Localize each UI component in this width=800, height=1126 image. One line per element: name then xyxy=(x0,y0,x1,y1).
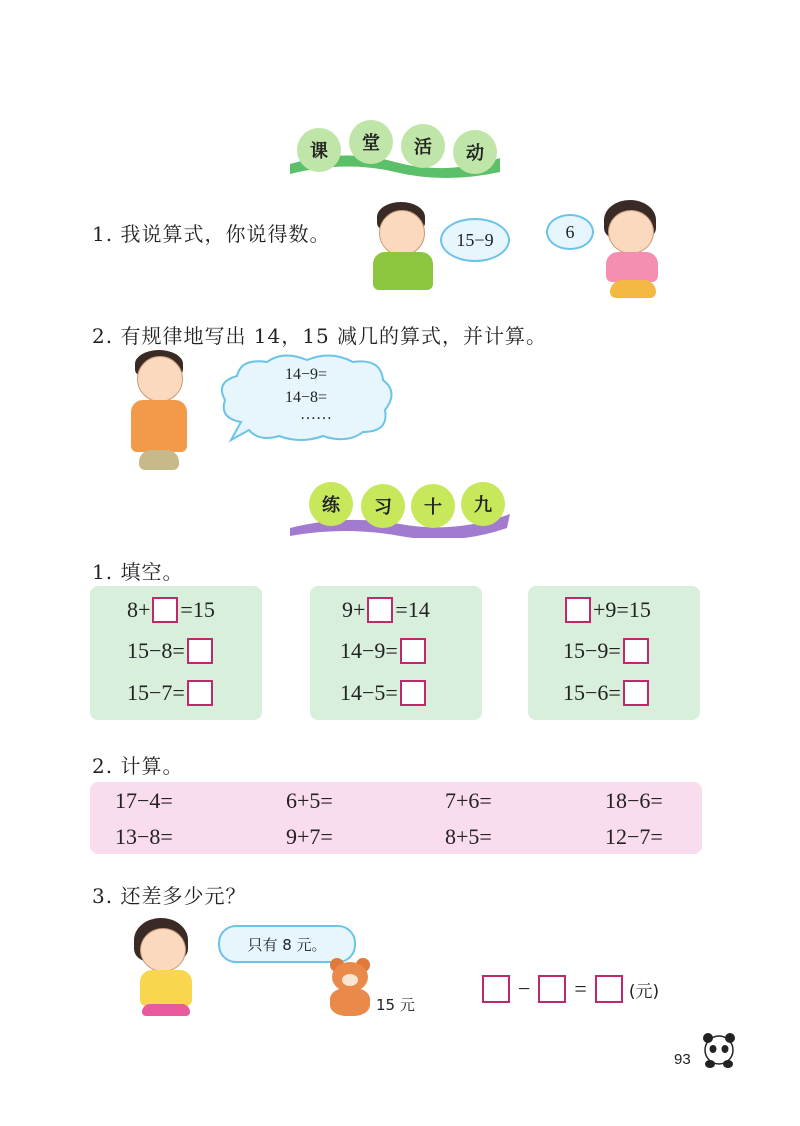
panda-icon xyxy=(700,1030,738,1070)
answer-box[interactable] xyxy=(367,597,393,623)
fill-equation xyxy=(563,597,651,623)
fill-equation xyxy=(127,638,215,664)
teddy-bear-illustration xyxy=(326,958,374,1016)
equation-text: 8+ xyxy=(127,597,151,622)
activity-question-1: 1. 我说算式，你说得数。 xyxy=(92,222,331,246)
answer-box[interactable] xyxy=(482,975,510,1003)
equation-text: 15−6= xyxy=(563,680,621,705)
fill-equation xyxy=(340,638,428,664)
cloud-line-3: …… xyxy=(300,406,332,423)
equation-text: 15−7= xyxy=(127,680,185,705)
boy-with-book-illustration xyxy=(125,348,215,473)
boy-speech-bubble: 15−9 xyxy=(440,218,510,262)
cloud-line-1: 14−9= xyxy=(285,366,328,383)
banner-char-4: 九 xyxy=(461,482,505,526)
unit-label: (元) xyxy=(628,981,660,1002)
calc-item: 17−4= xyxy=(115,788,173,813)
calc-item: 12−7= xyxy=(605,824,663,849)
girl-phone-illustration xyxy=(126,914,206,1019)
answer-box[interactable] xyxy=(400,680,426,706)
fill-equation xyxy=(127,680,215,706)
girl-speech-bubble: 6 xyxy=(546,214,594,250)
banner-char-2: 堂 xyxy=(349,120,393,164)
answer-box[interactable] xyxy=(152,597,178,623)
answer-box[interactable] xyxy=(187,638,213,664)
minus-sign: − xyxy=(518,976,531,1001)
fill-equation xyxy=(563,680,651,706)
banner-classroom-activity xyxy=(285,118,505,178)
banner-char-1: 课 xyxy=(297,128,341,172)
girl-illustration xyxy=(592,198,680,302)
calc-item: 18−6= xyxy=(605,788,663,813)
equation-text: 15−9= xyxy=(563,638,621,663)
exercise-question-2: 2. 计算。 xyxy=(92,754,184,778)
equation-text: =15 xyxy=(180,597,215,622)
answer-box[interactable] xyxy=(565,597,591,623)
answer-box[interactable] xyxy=(538,975,566,1003)
activity-question-2: 2. 有规律地写出 14，15 减几的算式，并计算。 xyxy=(92,324,548,348)
page-number: 93 xyxy=(674,1051,691,1068)
fill-equation xyxy=(127,597,215,623)
answer-box[interactable] xyxy=(623,680,649,706)
fill-equation xyxy=(340,680,428,706)
answer-box[interactable] xyxy=(623,638,649,664)
banner-char-4: 动 xyxy=(453,130,497,174)
girl-speech-bubble: 只有 8 元。 xyxy=(218,925,356,963)
answer-formula xyxy=(480,975,659,1003)
banner-char-3: 活 xyxy=(401,124,445,168)
calc-item: 13−8= xyxy=(115,824,173,849)
fill-equation xyxy=(563,638,651,664)
fill-equation xyxy=(342,597,430,623)
answer-box[interactable] xyxy=(400,638,426,664)
calc-item: 9+7= xyxy=(286,824,333,849)
price-tag: 15 元 xyxy=(376,996,415,1014)
answer-box[interactable] xyxy=(187,680,213,706)
banner-char-1: 练 xyxy=(309,482,353,526)
cloud-line-2: 14−8= xyxy=(285,389,328,406)
equation-text: =14 xyxy=(395,597,430,622)
banner-char-3: 十 xyxy=(411,484,455,528)
equation-text: 15−8= xyxy=(127,638,185,663)
equals-sign: = xyxy=(574,976,587,1001)
exercise-question-1: 1. 填空。 xyxy=(92,560,184,584)
equation-text: +9=15 xyxy=(593,597,651,622)
banner-exercise-19 xyxy=(285,478,515,538)
equation-text: 14−9= xyxy=(340,638,398,663)
exercise-question-3: 3. 还差多少元？ xyxy=(92,884,247,908)
calc-item: 8+5= xyxy=(445,824,492,849)
calc-item: 6+5= xyxy=(286,788,333,813)
banner-char-2: 习 xyxy=(361,484,405,528)
calc-item: 7+6= xyxy=(445,788,492,813)
equation-text: 9+ xyxy=(342,597,366,622)
answer-box[interactable] xyxy=(595,975,623,1003)
equation-text: 14−5= xyxy=(340,680,398,705)
